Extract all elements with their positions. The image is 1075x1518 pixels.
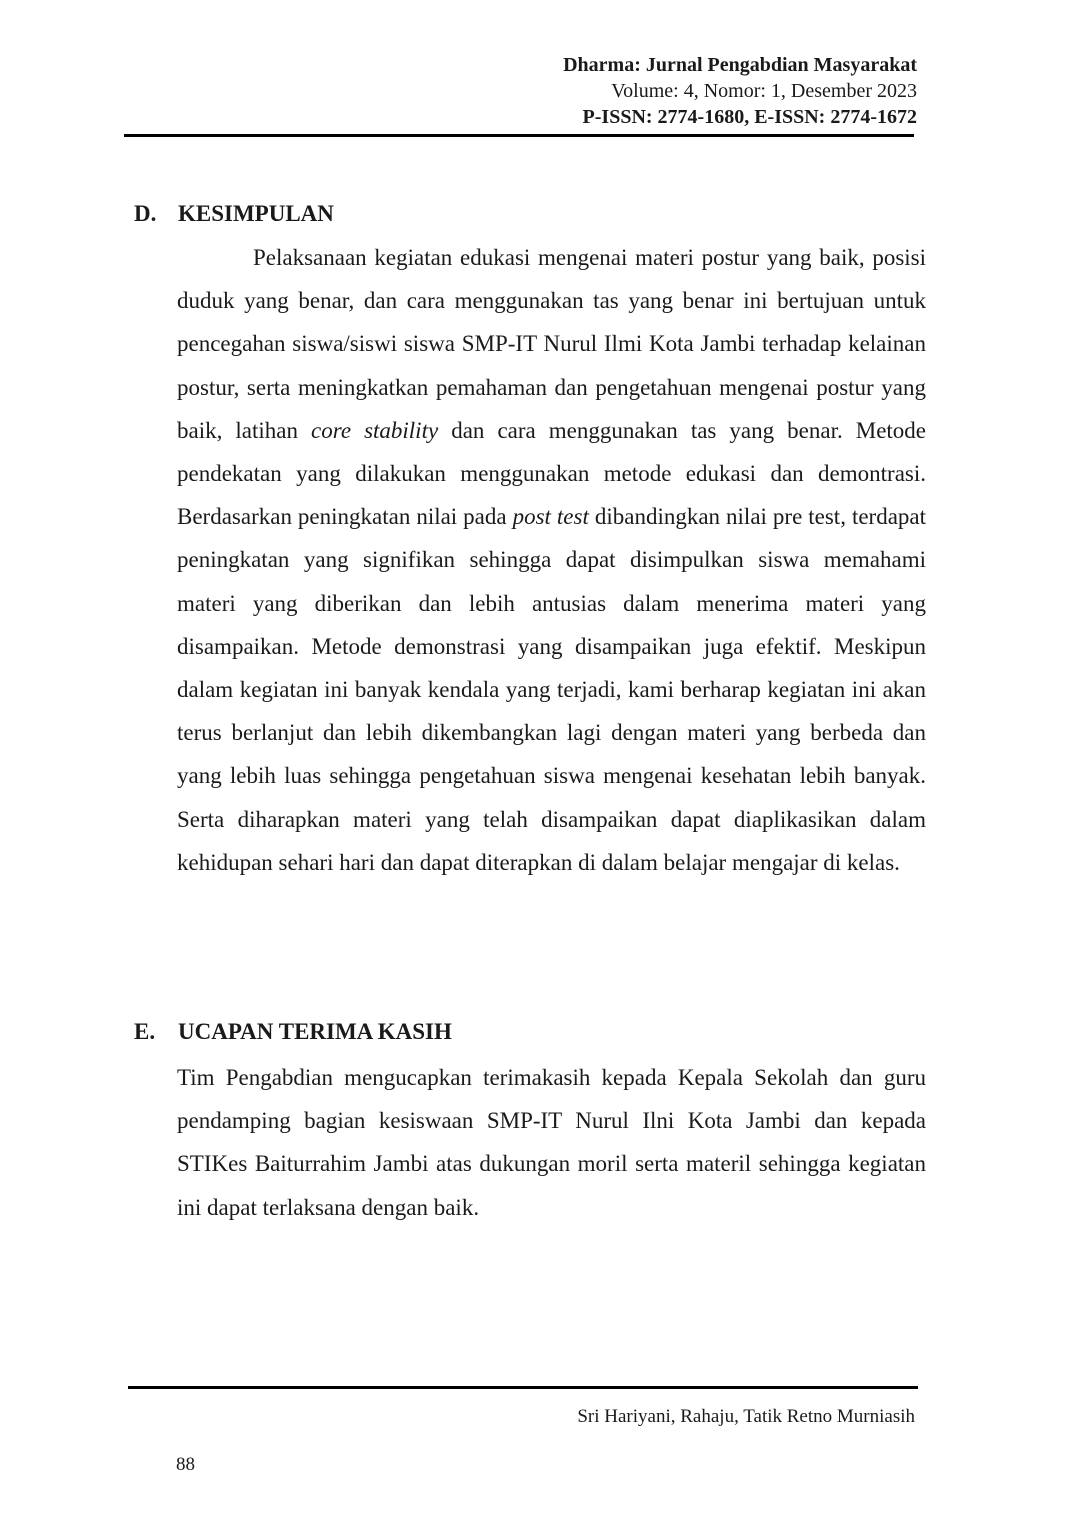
issn-line: P-ISSN: 2774-1680, E-ISSN: 2774-1672 <box>582 106 917 128</box>
section-d-text-1: Pelaksanaan kegiatan edukasi mengenai materi postur yang baik, posisi duduk yang benar, dan cara menggunakan tas yang benar ini bertujuan untuk pencegahan siswa/siswi siswa SMP-IT Nurul Ilmi Kota Jambi terhadap kelainan postur, serta meningkatkan pemahaman dan pengetahuan mengenai postur yang baik, latihan <box>177 245 926 443</box>
footer-authors: Sri Hariyani, Rahaju, Tatik Retno Murniasih <box>577 1406 915 1427</box>
section-d-text-2: dan cara menggunakan tas yang benar. Metode pendekatan yang dilakukan menggunakan metode edukasi dan demontrasi. Berdasarkan peningkatan nilai pada <box>177 417 927 530</box>
header-divider <box>124 134 914 137</box>
journal-title: Dharma: Jurnal Pengabdian Masyarakat <box>563 54 917 76</box>
section-e-number: E. <box>134 1019 156 1044</box>
section-d-italic-2: post test <box>512 504 589 530</box>
section-d-title: KESIMPULAN <box>178 201 334 226</box>
footer-divider <box>128 1386 918 1389</box>
section-d-paragraph <box>177 236 926 884</box>
section-d-heading <box>134 199 334 229</box>
section-e-title: UCAPAN TERIMA KASIH <box>178 1019 452 1044</box>
section-d-number: D. <box>134 201 157 226</box>
page-number: 88 <box>176 1454 195 1475</box>
section-d-italic-1: core stability <box>311 417 439 443</box>
running-header <box>563 52 917 130</box>
volume-line: Volume: 4, Nomor: 1, Desember 2023 <box>611 80 917 102</box>
section-e-paragraph: Tim Pengabdian mengucapkan terimakasih kepada Kepala Sekolah dan guru pendamping bagian kesiswaan SMP-IT Nurul Ilni Kota Jambi dan kepada STIKes Baiturrahim Jambi atas dukungan moril serta materil sehingga kegiatan ini dapat terlaksana dengan baik. <box>177 1065 926 1220</box>
section-d-text-3: dibandingkan nilai pre test, terdapat peningkatan yang signifikan sehingga dapat disimpulkan siswa memahami materi yang diberikan dan lebih antusias dalam menerima materi yang disampaikan. Metode demonstrasi yang disampaikan juga efektif. Meskipun dalam kegiatan ini banyak kendala yang terjadi, kami berharap kegiatan ini akan terus berlanjut dan lebih dikembangkan lagi dengan materi yang berbeda dan yang lebih luas sehingga pengetahuan siswa mengenai kesehatan lebih banyak. Serta diharapkan materi yang telah disampaikan dapat diaplikasikan dalam kehidupan sehari hari dan dapat diterapkan di dalam belajar mengajar di kelas. <box>177 504 927 875</box>
section-e-heading <box>134 1017 452 1047</box>
